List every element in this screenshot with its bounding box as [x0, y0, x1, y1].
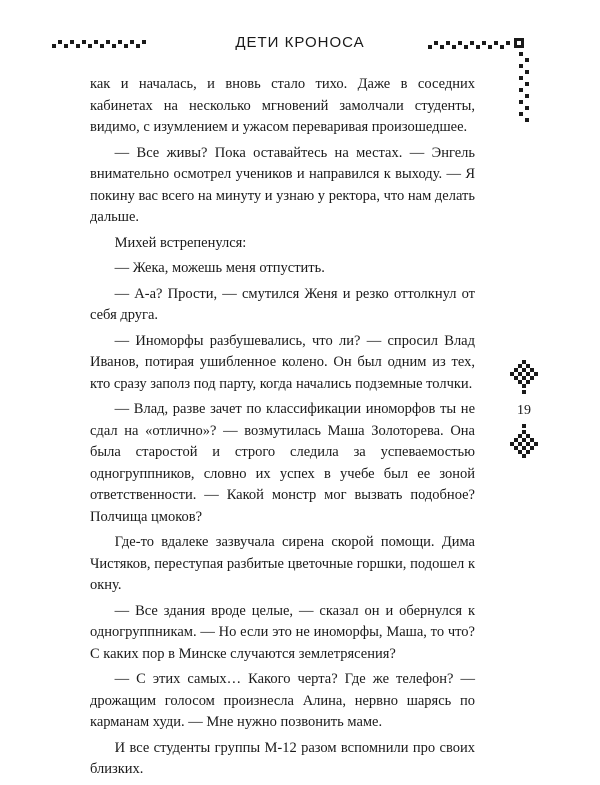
- paragraph: И все студенты группы М-12 разом вспомнили про своих близких.: [90, 739, 475, 777]
- paragraph: — Все здания вроде целые, — сказал он и обернулся к одногруппникам. — Но если это не иноморфы, Маша, то что? С каких пор в Минске случаются землетрясения?: [90, 602, 475, 662]
- paragraph: Где-то вдалеке зазвучала сирена скорой помощи. Дима Чистяков, переступая разбитые цветочные горшки, подошел к окну.: [90, 534, 475, 593]
- paragraph: — А-а? Прости, — смутился Женя и резко оттолкнул от себя друга.: [90, 285, 475, 323]
- corner-ornament-vertical: [515, 50, 535, 124]
- paragraph: — Все живы? Пока оставайтесь на местах. — Энгель внимательно осмотрел учеников и направился к выходу. — Я покину вас всего на минуту и узнаю у ректора, что нам делать дальше.: [90, 144, 475, 225]
- paragraph: — С этих самых… Какого черта? Где же телефон? — дрожащим голосом произнесла Алина, нервно шарясь по карманам худи. — Мне нужно позвонить маме.: [90, 671, 475, 730]
- page-ornament-bottom: [507, 424, 541, 460]
- running-header-title: ДЕТИ КРОНОСА: [235, 34, 365, 51]
- page-number: 19: [517, 403, 531, 418]
- paragraph: — Иноморфы разбушевались, что ли? — спросил Влад Иванов, потирая ушибленное колено. Он был одним из тех, кто сразу заполз под парту, когда начались подземные толчки.: [90, 332, 475, 392]
- page-ornament-top: [507, 360, 541, 396]
- page-body: [90, 74, 475, 785]
- paragraph: как и началась, и вновь стало тихо. Даже в соседних кабинетах на несколько мгновений замолчали студенты, видимо, с изумлением и ужасом переваривая произошедшее.: [90, 76, 475, 135]
- paragraph: — Жека, можешь меня отпустить.: [114, 260, 325, 276]
- paragraph: Михей встрепенулся:: [114, 234, 247, 251]
- paragraph: — Влад, разве зачет по классификации иноморфов ты не сдал на «отлично»? — возмутилась Маша Золоторева. Она была старостой и строго следила за успеваемостью одногруппников, словно их успех в учебе был ее зоной ответственности. — Какой монстр мог вызвать подобное? Полчища цмоков?: [90, 401, 475, 525]
